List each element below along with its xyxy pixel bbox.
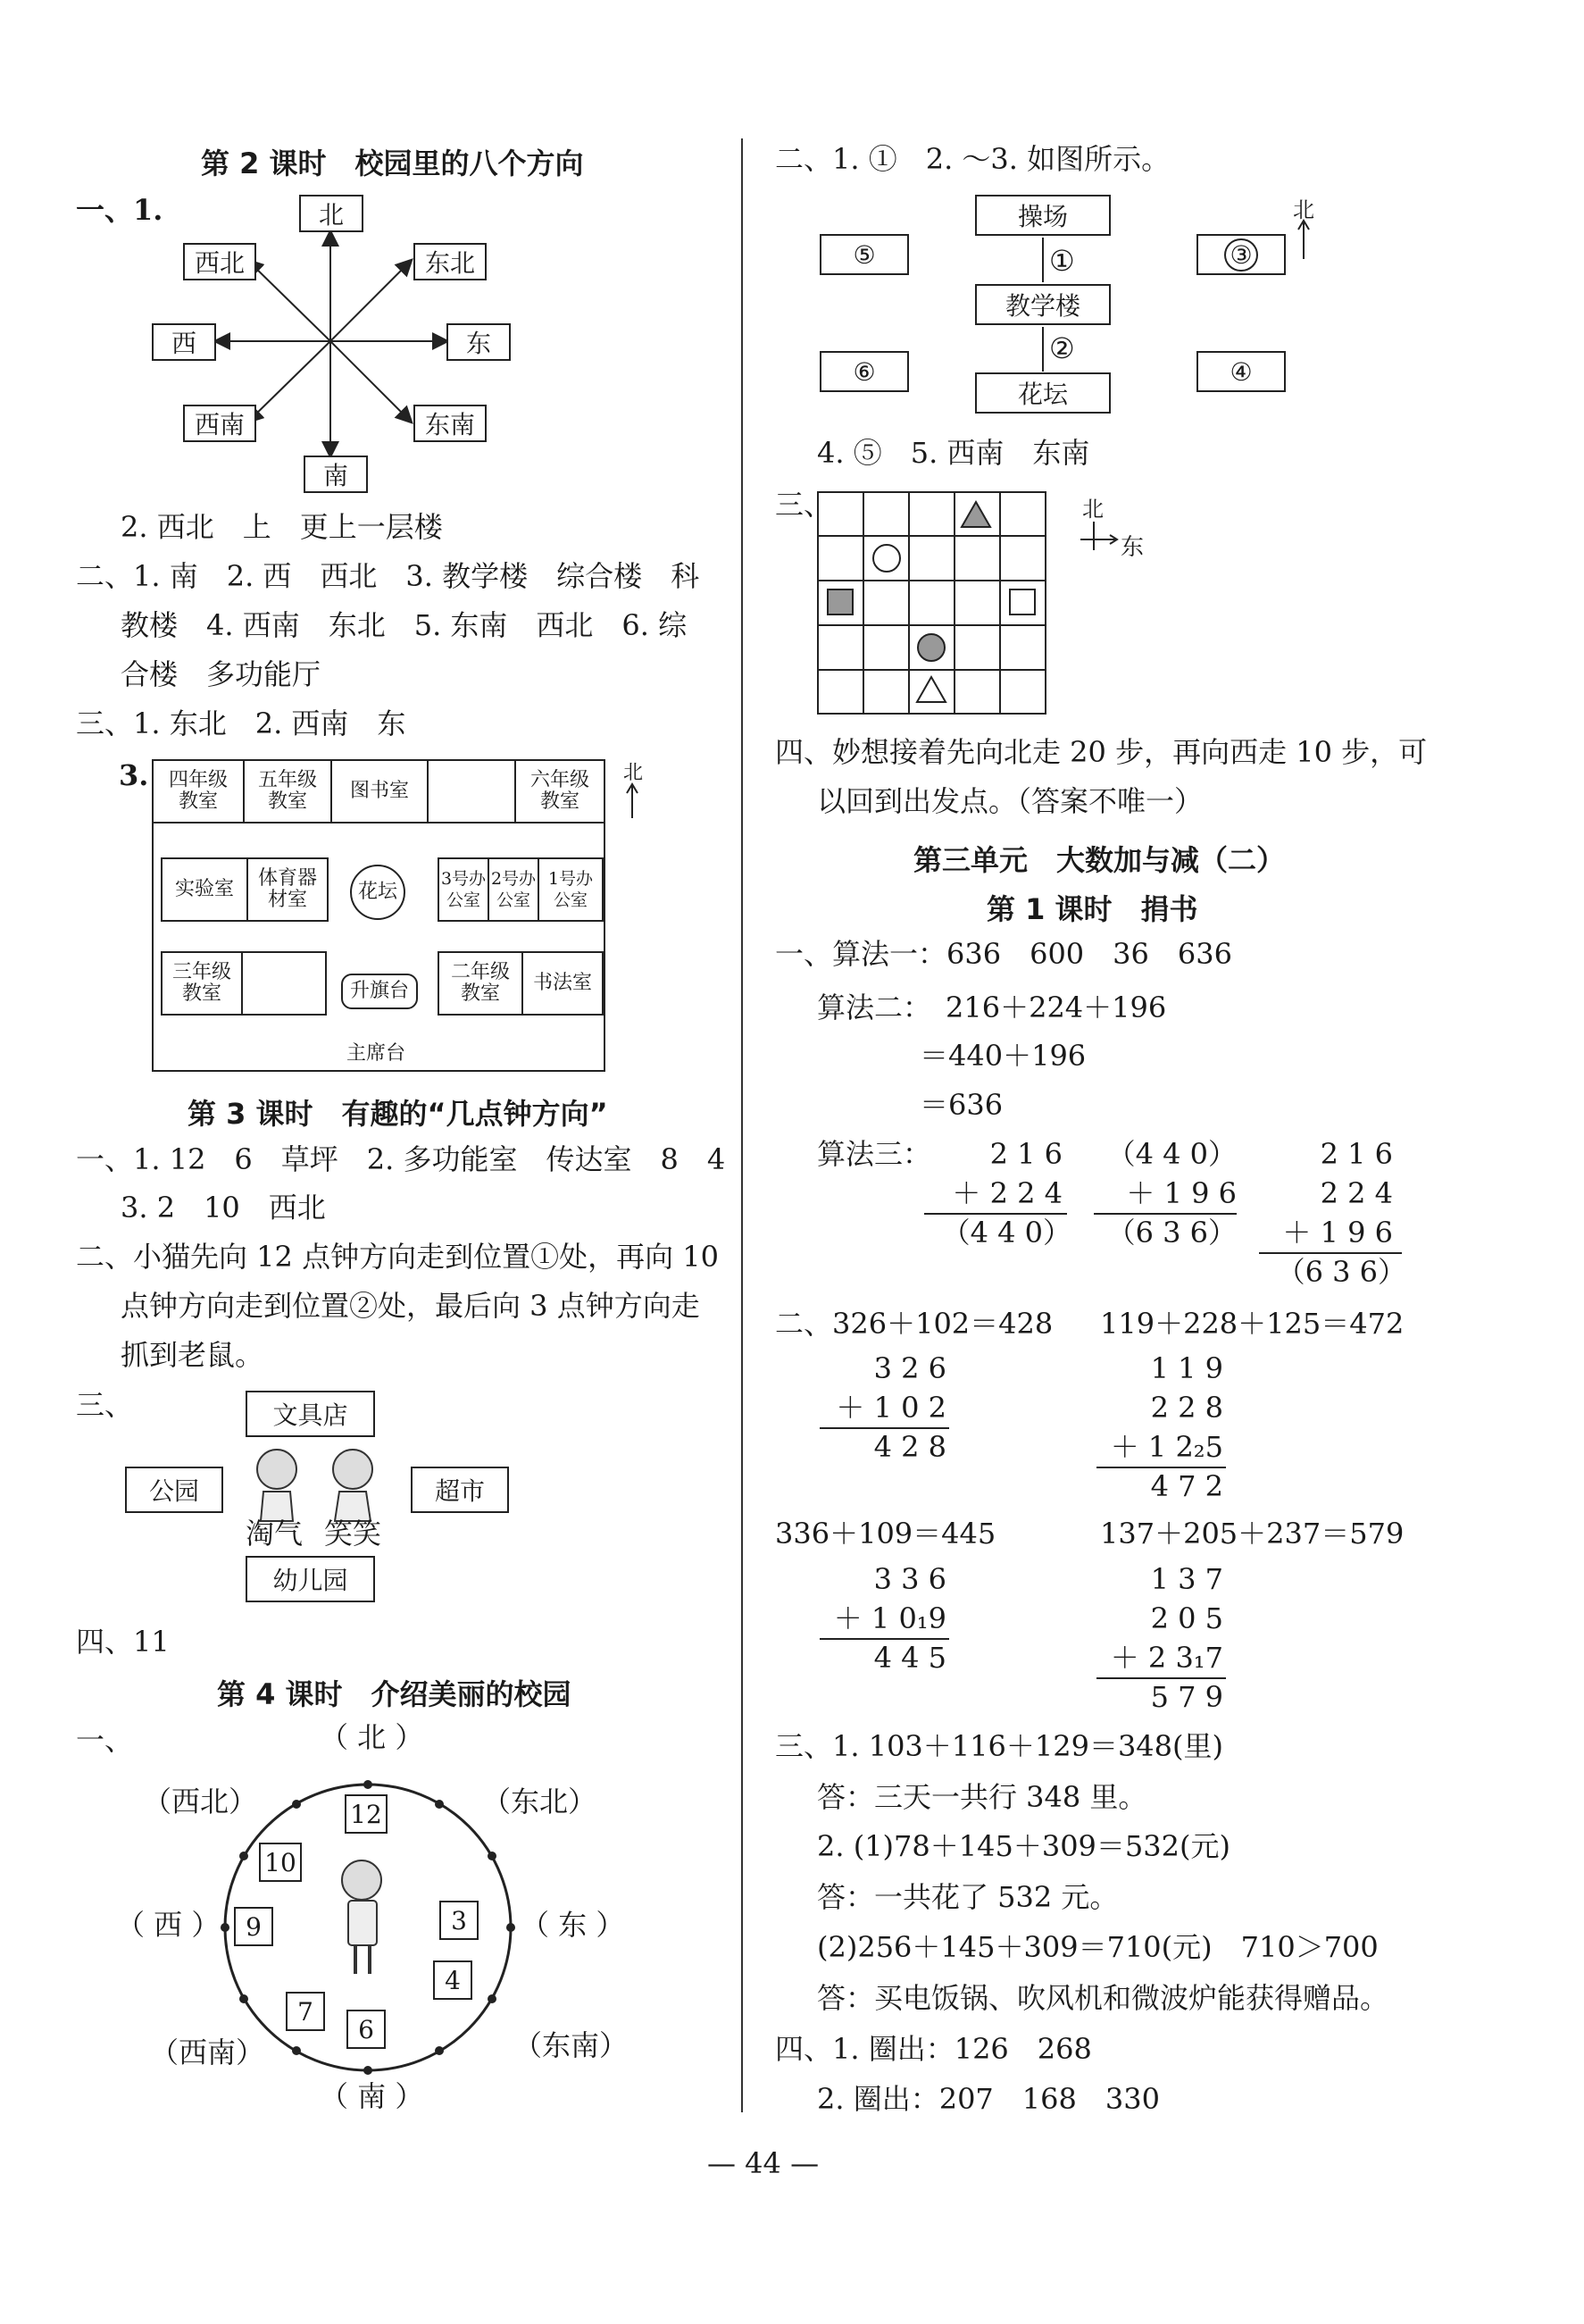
- clock-northeast: （东北）: [482, 1785, 597, 1818]
- white-triangle-icon: [917, 677, 946, 702]
- e3: 336＋109＝445: [775, 1517, 996, 1551]
- cb-top: 1 1 9: [1150, 1351, 1223, 1385]
- r-line1: 二、1. ① 2. ～3. 如图所示。: [775, 142, 1171, 176]
- a1: 一、算法一：636 600 36 636: [775, 937, 1232, 971]
- playground-box: 操场: [975, 195, 1111, 236]
- l4-yi: 一、: [76, 1723, 134, 1757]
- white-square-icon: [1010, 589, 1035, 614]
- cd-add: ＋ 2 3₁7: [1110, 1641, 1223, 1675]
- path2-line: [1042, 327, 1044, 372]
- q4: 答：一共花了 532 元。: [817, 1880, 1119, 1914]
- cb-res: 4 7 2: [1150, 1469, 1223, 1503]
- clock-num-10: 10: [259, 1843, 302, 1882]
- map-calligraphy: 书法室: [521, 951, 604, 1016]
- q5: (2)256＋145＋309＝710(元) 710＞700: [817, 1930, 1379, 1964]
- lesson2-title: 第 2 课时 校园里的八个方向: [201, 146, 584, 180]
- clock-north: （ 北 ）: [320, 1720, 424, 1754]
- clock-num-9: 9: [234, 1907, 273, 1946]
- kids-illustration-icon: [241, 1442, 393, 1523]
- s2-line3: 合楼 多功能厅: [121, 657, 321, 691]
- cb-add: ＋ 1 2₂5: [1110, 1430, 1223, 1464]
- compass-east: 东: [446, 323, 511, 361]
- map-empty: [427, 759, 516, 823]
- a3: ＝440＋196: [920, 1039, 1087, 1073]
- gray-triangle-icon: [962, 502, 990, 527]
- v1-mid: ＋ 2 2 4: [952, 1176, 1063, 1210]
- clock-west: （ 西 ）: [116, 1908, 221, 1942]
- compass-southeast: 东南: [413, 405, 487, 442]
- clock-num-7: 7: [286, 1992, 325, 2031]
- r-san: 三、: [775, 488, 833, 522]
- map-office3: 3号办 公室: [438, 857, 489, 922]
- q1: 三、1. 103＋116＋129＝348(里): [775, 1729, 1223, 1763]
- a5: 算法三：: [817, 1137, 932, 1171]
- cc-top: 3 3 6: [873, 1562, 946, 1596]
- map-grade6: 六年级 教室: [514, 759, 605, 823]
- teaching-building-box: 教学楼: [975, 284, 1111, 325]
- flowerbed-box: 花坛: [975, 372, 1111, 414]
- e2: 119＋228＋125＝472: [1100, 1307, 1405, 1341]
- l3-line3: 二、小猫先向 12 点钟方向走到位置①处，再向 10: [76, 1240, 719, 1274]
- v3-add: ＋ 1 9 6: [1282, 1216, 1393, 1250]
- compass-south: 南: [304, 456, 368, 493]
- compass-west: 西: [152, 323, 216, 361]
- l3-si: 四、11: [76, 1625, 170, 1659]
- clock-east: （ 东 ）: [521, 1908, 625, 1942]
- kid-taoqi: 淘气: [246, 1517, 304, 1551]
- map-sports: 体育器 材室: [246, 857, 329, 922]
- path1-label: ①: [1049, 244, 1075, 278]
- map-north-arrow-icon: [623, 782, 641, 818]
- v2-mid: ＋ 1 9 6: [1126, 1176, 1237, 1210]
- s2-line2: 教楼 4. 西南 东北 5. 东南 西北 6. 综: [121, 608, 688, 642]
- lesson3-title: 第 3 课时 有趣的“几点钟方向”: [188, 1097, 608, 1131]
- s2-line1: 二、1. 南 2. 西 西北 3. 教学楼 综合楼 科: [76, 559, 700, 593]
- v1-res: （4 4 0）: [941, 1216, 1071, 1250]
- circle5-box: ⑤: [820, 234, 909, 275]
- white-circle-icon: [873, 545, 900, 572]
- map-library: 图书室: [330, 759, 429, 823]
- clock-southwest: （西南）: [150, 2036, 265, 2069]
- section-1-label: 一、1.: [76, 193, 163, 227]
- lesson4-title: 第 4 课时 介绍美丽的校园: [217, 1677, 571, 1711]
- path2-label: ②: [1049, 331, 1075, 365]
- grid-north: 北: [1082, 497, 1104, 522]
- map-empty2: [241, 951, 327, 1016]
- cd-mid: 2 0 5: [1150, 1601, 1223, 1635]
- clock-num-3: 3: [439, 1901, 479, 1940]
- map-stage: 主席台: [346, 1042, 406, 1065]
- v1-top: 2 1 6: [989, 1137, 1063, 1171]
- cc-mid: ＋ 1 0₁9: [833, 1601, 946, 1635]
- e1: 二、326＋102＝428: [775, 1307, 1054, 1341]
- l3-line5: 抓到老鼠。: [121, 1338, 264, 1372]
- circle3-box: [1196, 234, 1286, 275]
- s3-3-label: 3.: [119, 758, 149, 792]
- column-divider: [741, 138, 743, 2112]
- ca-res: 4 2 8: [873, 1430, 946, 1464]
- r-si1: 四、妙想接着先向北走 20 步，再向西走 10 步，可: [775, 735, 1428, 769]
- l3-line1: 一、1. 12 6 草坪 2. 多功能室 传达室 8 4: [76, 1142, 726, 1176]
- right-north-arrow-icon: [1295, 219, 1313, 259]
- path1-line: [1042, 238, 1044, 282]
- kindergarten-box: 幼儿园: [246, 1556, 375, 1602]
- grid-east: 东: [1121, 534, 1145, 561]
- ca-top: 3 2 6: [873, 1351, 946, 1385]
- compass-northeast: 东北: [413, 243, 487, 280]
- q6: 答：买电饭锅、吹风机和微波炉能获得赠品。: [817, 1981, 1389, 2015]
- clock-num-4: 4: [433, 1960, 472, 2000]
- clock-south: （ 南 ）: [320, 2079, 424, 2113]
- clock-num-6: 6: [346, 2010, 386, 2049]
- s3-line1: 三、1. 东北 2. 西南 东: [76, 706, 406, 740]
- l3-san: 三、: [76, 1388, 134, 1422]
- v3-top: 2 1 6: [1320, 1137, 1393, 1171]
- v3-mid: 2 2 4: [1320, 1176, 1393, 1210]
- r-line2: 4. ⑤ 5. 西南 东南: [817, 436, 1090, 470]
- market-box: 超市: [411, 1467, 509, 1513]
- v3-res: （6 3 6）: [1276, 1255, 1406, 1289]
- right-north-label: 北: [1293, 197, 1314, 222]
- r-si2: 以回到出发点。（答案不唯一）: [817, 784, 1204, 818]
- unit3-title: 第三单元 大数加与减（二）: [913, 843, 1286, 877]
- map-garden: 花坛: [350, 865, 405, 920]
- map-grade4: 四年级 教室: [152, 759, 245, 823]
- clock-southeast: （东南）: [513, 2028, 629, 2062]
- circle3-label: ③: [1224, 238, 1257, 272]
- map-flag: 升旗台: [341, 974, 418, 1009]
- l3-line4: 点钟方向走到位置②处，最后向 3 点钟方向走: [121, 1289, 700, 1323]
- v2-res: （6 3 6）: [1106, 1216, 1237, 1250]
- lesson1-title: 第 1 课时 捐书: [987, 892, 1198, 926]
- cd-res: 5 7 9: [1150, 1680, 1223, 1714]
- e4: 137＋205＋237＝579: [1100, 1517, 1405, 1551]
- map-north-label: 北: [623, 762, 644, 784]
- map-grade3: 三年级 教室: [161, 951, 243, 1016]
- grid-compass-icon: [1076, 518, 1121, 554]
- q3: 2. (1)78＋145＋309＝532(元): [817, 1829, 1230, 1863]
- q2: 答：三天一共行 348 里。: [817, 1780, 1147, 1814]
- q7: 四、1. 圈出：126 268: [775, 2032, 1092, 2066]
- circle4-box: ④: [1196, 351, 1286, 392]
- l3-line2: 3. 2 10 西北: [121, 1191, 326, 1225]
- map-office1: 1号办 公室: [538, 857, 604, 922]
- park-box: 公园: [125, 1467, 223, 1513]
- compass-southwest: 西南: [183, 405, 256, 442]
- ca-mid: ＋ 1 0 2: [836, 1391, 946, 1425]
- map-office2: 2号办 公室: [488, 857, 539, 922]
- page-number: — 44 —: [707, 2146, 820, 2180]
- clock-num-12: 12: [345, 1794, 388, 1834]
- gray-square-icon: [828, 589, 853, 614]
- v2-top: （4 4 0）: [1106, 1137, 1237, 1171]
- map-lab: 实验室: [161, 857, 248, 922]
- grid-diagram: [817, 491, 1049, 716]
- compass-north: 北: [299, 195, 363, 232]
- stationery-box: 文具店: [246, 1391, 375, 1437]
- gray-circle-icon: [918, 634, 945, 661]
- cb-mid: 2 2 8: [1150, 1391, 1223, 1425]
- cc-res: 4 4 5: [873, 1641, 946, 1675]
- map-grade5: 五年级 教室: [243, 759, 332, 823]
- cd-top: 1 3 7: [1150, 1562, 1223, 1596]
- kid-xiaoxiao: 笑笑: [324, 1517, 382, 1551]
- child-figure-icon: [342, 1860, 381, 1974]
- s1-2: 2. 西北 上 更上一层楼: [121, 510, 443, 544]
- circle6-box: ⑥: [820, 351, 909, 392]
- map-grade2: 二年级 教室: [438, 951, 523, 1016]
- q8: 2. 圈出：207 168 330: [817, 2082, 1160, 2116]
- clock-northwest: （西北）: [143, 1785, 258, 1818]
- a2: 算法二： 216＋224＋196: [817, 991, 1167, 1024]
- compass-northwest: 西北: [183, 243, 256, 280]
- a4: ＝636: [920, 1088, 1004, 1122]
